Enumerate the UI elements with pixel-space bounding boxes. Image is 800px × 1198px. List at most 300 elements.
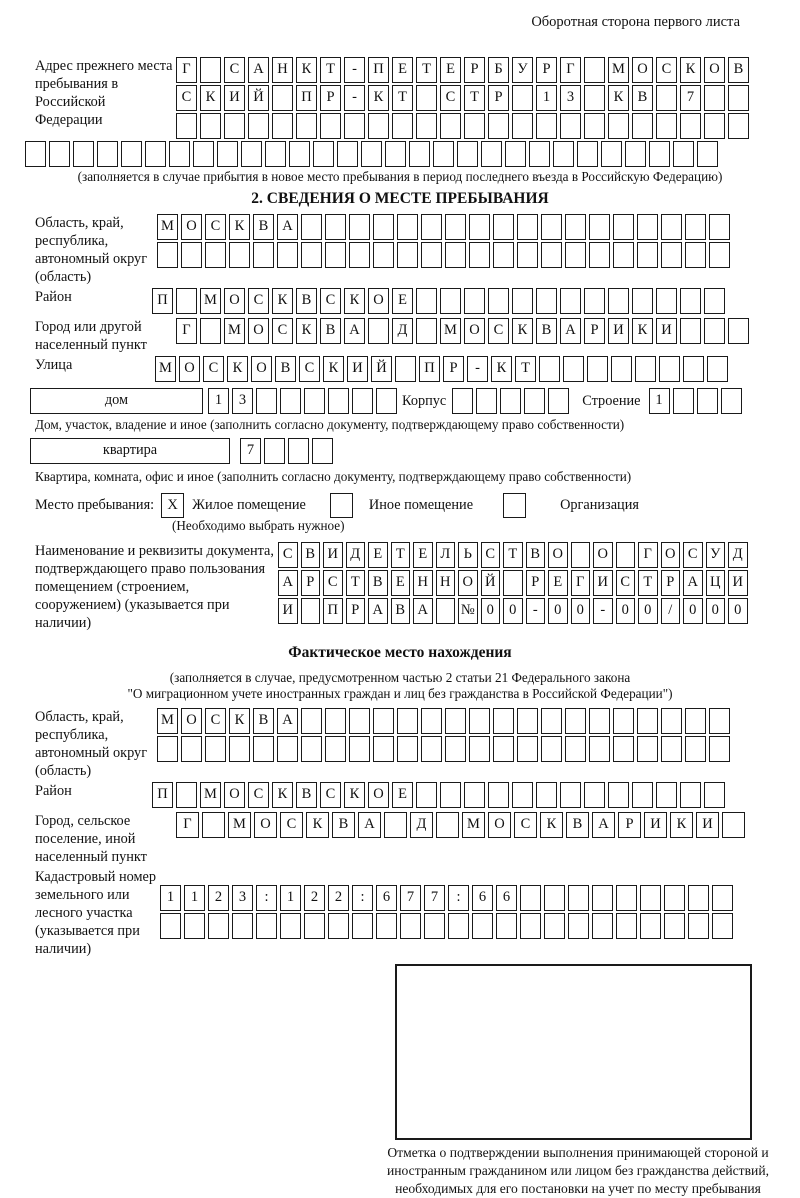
- char-cell: [248, 113, 269, 139]
- char-cell: [416, 288, 437, 314]
- char-cell: [517, 214, 538, 240]
- char-cell: К: [608, 85, 629, 111]
- char-cell: [325, 736, 346, 762]
- char-cell: О: [458, 570, 478, 596]
- char-cell: О: [224, 288, 245, 314]
- char-cell: [392, 113, 413, 139]
- char-cell: К: [272, 782, 293, 808]
- char-cell: К: [344, 288, 365, 314]
- char-cell: [496, 913, 517, 939]
- cadastral-row-1: [160, 885, 736, 911]
- char-cell: -: [344, 85, 365, 111]
- char-cell: 1: [649, 388, 670, 414]
- char-cell: [440, 288, 461, 314]
- char-cell: [548, 388, 569, 414]
- char-cell: Е: [391, 570, 411, 596]
- char-cell: [637, 736, 658, 762]
- actual-district-block: [35, 782, 800, 810]
- char-cell: Е: [413, 542, 433, 568]
- char-cell: 0: [548, 598, 568, 624]
- char-cell: С: [248, 782, 269, 808]
- char-cell: [301, 214, 322, 240]
- char-cell: [344, 113, 365, 139]
- char-cell: [440, 113, 461, 139]
- char-cell: [400, 913, 421, 939]
- char-cell: О: [593, 542, 613, 568]
- char-cell: [520, 885, 541, 911]
- char-cell: [685, 214, 706, 240]
- char-cell: [296, 113, 317, 139]
- char-cell: 2: [328, 885, 349, 911]
- char-cell: С: [323, 570, 343, 596]
- char-cell: [637, 214, 658, 240]
- char-cell: [476, 388, 497, 414]
- char-cell: [280, 913, 301, 939]
- char-cell: И: [224, 85, 245, 111]
- prev-address-label: Адрес прежнего места пребывания в Российской Федерации: [35, 58, 173, 128]
- char-cell: Г: [176, 812, 199, 838]
- char-cell: [656, 113, 677, 139]
- char-cell: Р: [320, 85, 341, 111]
- char-cell: Н: [436, 570, 456, 596]
- char-cell: Т: [638, 570, 658, 596]
- char-cell: Т: [464, 85, 485, 111]
- char-cell: [565, 736, 586, 762]
- char-cell: Г: [638, 542, 658, 568]
- char-cell: М: [200, 288, 221, 314]
- char-cell: -: [344, 57, 365, 83]
- char-cell: [421, 214, 442, 240]
- char-cell: Р: [301, 570, 321, 596]
- char-cell: [565, 242, 586, 268]
- char-cell: 6: [376, 885, 397, 911]
- char-cell: 3: [560, 85, 581, 111]
- char-cell: [584, 782, 605, 808]
- char-cell: [664, 885, 685, 911]
- document-block: [35, 542, 800, 632]
- document-label: Наименование и реквизиты документа, подтверждающего право пользования помещением (строением, сооружением) (указывается при наличии): [35, 543, 274, 631]
- char-cell: А: [592, 812, 615, 838]
- char-cell: [625, 141, 646, 167]
- char-cell: М: [224, 318, 245, 344]
- city-label: Город или другой населенный пункт: [35, 319, 147, 353]
- char-cell: [416, 113, 437, 139]
- char-cell: 1: [536, 85, 557, 111]
- char-cell: К: [296, 318, 317, 344]
- char-cell: [680, 288, 701, 314]
- form-back-page: [0, 14, 800, 1194]
- stamp-note: Отметка о подтверждении выполнения принимающей стороной и иностранным гражданином или лицом без гражданства действий, необходимых для его постановки на учет по месту пребывания: [387, 1145, 769, 1196]
- char-cell: [553, 141, 574, 167]
- char-cell: [469, 242, 490, 268]
- char-cell: [433, 141, 454, 167]
- char-cell: В: [275, 356, 296, 382]
- char-cell: [160, 913, 181, 939]
- char-cell: [709, 736, 730, 762]
- prev-address-row-3: [176, 113, 752, 139]
- char-cell: И: [656, 318, 677, 344]
- char-cell: [328, 913, 349, 939]
- stroenie-label: Строение: [582, 393, 641, 409]
- cadastral-label: Кадастровый номер земельного или лесного участка (указывается при наличии): [35, 869, 157, 957]
- char-cell: /: [661, 598, 681, 624]
- char-cell: Г: [176, 318, 197, 344]
- actual-district-label: Район: [35, 783, 72, 799]
- korpus-label: Корпус: [402, 393, 447, 409]
- char-cell: Е: [392, 57, 413, 83]
- char-cell: 1: [160, 885, 181, 911]
- char-cell: [688, 885, 709, 911]
- prev-address-row-2: [176, 85, 752, 111]
- char-cell: Д: [346, 542, 366, 568]
- char-cell: [181, 242, 202, 268]
- char-cell: Т: [503, 542, 523, 568]
- char-cell: 1: [208, 388, 229, 414]
- char-cell: [349, 708, 370, 734]
- char-cell: С: [320, 782, 341, 808]
- char-cell: [640, 913, 661, 939]
- char-cell: [395, 356, 416, 382]
- actual-city-block: [35, 812, 800, 866]
- char-cell: [301, 708, 322, 734]
- char-cell: [697, 388, 718, 414]
- char-cell: [688, 913, 709, 939]
- char-cell: [368, 113, 389, 139]
- char-cell: [704, 782, 725, 808]
- char-cell: [493, 708, 514, 734]
- char-cell: [680, 318, 701, 344]
- char-cell: В: [368, 570, 388, 596]
- char-cell: №: [458, 598, 478, 624]
- char-cell: Т: [416, 57, 437, 83]
- char-cell: [704, 85, 725, 111]
- char-cell: [503, 570, 523, 596]
- char-cell: [264, 438, 285, 464]
- char-cell: А: [413, 598, 433, 624]
- char-cell: [488, 782, 509, 808]
- char-cell: О: [248, 318, 269, 344]
- char-cell: С: [224, 57, 245, 83]
- district-block: [35, 288, 800, 316]
- district-row: [152, 288, 728, 314]
- char-cell: [217, 141, 238, 167]
- char-cell: Н: [413, 570, 433, 596]
- char-cell: [635, 356, 656, 382]
- char-cell: [232, 913, 253, 939]
- char-cell: [565, 708, 586, 734]
- char-cell: [289, 141, 310, 167]
- char-cell: [181, 736, 202, 762]
- char-cell: [229, 736, 250, 762]
- char-cell: [512, 782, 533, 808]
- actual-region-row-1: [157, 708, 733, 734]
- char-cell: [325, 708, 346, 734]
- char-cell: [592, 913, 613, 939]
- char-cell: К: [227, 356, 248, 382]
- actual-region-label: Область, край, республика, автономный округ (область): [35, 709, 148, 779]
- char-cell: Й: [371, 356, 392, 382]
- char-cell: [320, 113, 341, 139]
- char-cell: [560, 288, 581, 314]
- char-cell: [385, 141, 406, 167]
- char-cell: [728, 318, 749, 344]
- char-cell: [373, 736, 394, 762]
- char-cell: [253, 242, 274, 268]
- stay-type-checkbox-other-premises: [330, 493, 353, 518]
- char-cell: М: [462, 812, 485, 838]
- char-cell: [536, 113, 557, 139]
- char-cell: [512, 113, 533, 139]
- char-cell: В: [566, 812, 589, 838]
- char-cell: К: [540, 812, 563, 838]
- char-cell: С: [248, 288, 269, 314]
- apartment-block: [30, 438, 800, 466]
- char-cell: [328, 388, 349, 414]
- char-cell: М: [157, 214, 178, 240]
- char-cell: О: [179, 356, 200, 382]
- char-cell: Е: [368, 542, 388, 568]
- char-cell: И: [278, 598, 298, 624]
- prev-address-block: [35, 57, 800, 141]
- char-cell: К: [491, 356, 512, 382]
- char-cell: [589, 736, 610, 762]
- char-cell: К: [200, 85, 221, 111]
- char-cell: [661, 708, 682, 734]
- char-cell: С: [481, 542, 501, 568]
- house-note: Дом, участок, владение и иное (заполнить согласно документу, подтверждающему право собственности): [35, 417, 625, 432]
- char-cell: [445, 214, 466, 240]
- char-cell: [469, 708, 490, 734]
- char-cell: О: [181, 214, 202, 240]
- char-cell: Т: [320, 57, 341, 83]
- char-cell: [722, 812, 745, 838]
- street-block: [35, 356, 800, 384]
- char-cell: О: [224, 782, 245, 808]
- char-cell: [229, 242, 250, 268]
- char-cell: [464, 288, 485, 314]
- stay-type-option-other-premises-label: Иное помещение: [368, 497, 474, 513]
- region-row-1: [157, 214, 733, 240]
- region-label: Область, край, республика, автономный округ (область): [35, 215, 148, 285]
- char-cell: -: [526, 598, 546, 624]
- char-cell: В: [320, 318, 341, 344]
- char-cell: [349, 242, 370, 268]
- stay-type-option-organization-label: Организация: [560, 497, 639, 513]
- char-cell: К: [632, 318, 653, 344]
- char-cell: 0: [728, 598, 748, 624]
- char-cell: Н: [272, 57, 293, 83]
- char-cell: [584, 57, 605, 83]
- char-cell: [208, 913, 229, 939]
- char-cell: [397, 708, 418, 734]
- document-row-3: [278, 598, 751, 624]
- char-cell: [445, 708, 466, 734]
- region-row-2: [157, 242, 733, 268]
- house-block: [30, 388, 800, 416]
- city-block: [35, 318, 800, 354]
- char-cell: Ь: [458, 542, 478, 568]
- char-cell: П: [152, 782, 173, 808]
- char-cell: С: [299, 356, 320, 382]
- char-cell: [673, 141, 694, 167]
- char-cell: [704, 288, 725, 314]
- char-cell: [536, 782, 557, 808]
- char-cell: [529, 141, 550, 167]
- char-cell: [709, 214, 730, 240]
- char-cell: [288, 438, 309, 464]
- char-cell: П: [368, 57, 389, 83]
- char-cell: Г: [571, 570, 591, 596]
- char-cell: [272, 85, 293, 111]
- char-cell: [707, 356, 728, 382]
- prev-address-row-1: [176, 57, 752, 83]
- char-cell: [200, 318, 221, 344]
- char-cell: [589, 708, 610, 734]
- char-cell: Л: [436, 542, 456, 568]
- district-label: Район: [35, 289, 72, 305]
- document-row-1: [278, 542, 751, 568]
- stroenie-cells: [649, 388, 745, 414]
- char-cell: У: [512, 57, 533, 83]
- prev-address-note: (заполняется в случае прибытия в новое место пребывания в период последнего въезда в Российскую Федерацию): [77, 169, 723, 184]
- char-cell: [712, 913, 733, 939]
- char-cell: 0: [683, 598, 703, 624]
- char-cell: [361, 141, 382, 167]
- char-cell: [565, 214, 586, 240]
- char-cell: [563, 356, 584, 382]
- char-cell: [541, 242, 562, 268]
- char-cell: А: [368, 598, 388, 624]
- char-cell: [436, 598, 456, 624]
- char-cell: С: [205, 708, 226, 734]
- char-cell: А: [344, 318, 365, 344]
- char-cell: [145, 141, 166, 167]
- char-cell: С: [176, 85, 197, 111]
- char-cell: [384, 812, 407, 838]
- char-cell: [352, 388, 373, 414]
- char-cell: У: [706, 542, 726, 568]
- actual-location-note-1: (заполняется в случае, предусмотренном частью 2 статьи 21 Федерального закона: [169, 670, 631, 685]
- char-cell: [176, 288, 197, 314]
- char-cell: Д: [410, 812, 433, 838]
- char-cell: [416, 782, 437, 808]
- char-cell: [421, 736, 442, 762]
- char-cell: [709, 242, 730, 268]
- char-cell: [616, 913, 637, 939]
- char-cell: Й: [481, 570, 501, 596]
- char-cell: А: [278, 570, 298, 596]
- char-cell: [464, 113, 485, 139]
- char-cell: [661, 242, 682, 268]
- char-cell: [376, 913, 397, 939]
- char-cell: [584, 288, 605, 314]
- char-cell: [325, 214, 346, 240]
- char-cell: [488, 288, 509, 314]
- cadastral-row-2: [160, 913, 736, 939]
- char-cell: И: [644, 812, 667, 838]
- char-cell: [632, 113, 653, 139]
- street-row: [155, 356, 731, 382]
- char-cell: [539, 356, 560, 382]
- char-cell: [592, 885, 613, 911]
- char-cell: О: [661, 542, 681, 568]
- char-cell: Ц: [706, 570, 726, 596]
- char-cell: К: [229, 708, 250, 734]
- actual-location-note-2: "О миграционном учете иностранных граждан и лиц без гражданства в Российской Федерации"): [127, 686, 673, 701]
- char-cell: В: [296, 288, 317, 314]
- house-label-box: дом: [30, 388, 203, 414]
- char-cell: [373, 242, 394, 268]
- char-cell: [608, 113, 629, 139]
- char-cell: [424, 913, 445, 939]
- stay-type-label: Место пребывания:: [35, 497, 155, 513]
- char-cell: 0: [616, 598, 636, 624]
- char-cell: [312, 438, 333, 464]
- char-cell: [611, 356, 632, 382]
- char-cell: :: [256, 885, 277, 911]
- char-cell: [608, 782, 629, 808]
- char-cell: [568, 885, 589, 911]
- char-cell: Р: [584, 318, 605, 344]
- char-cell: [613, 736, 634, 762]
- char-cell: [680, 113, 701, 139]
- char-cell: К: [344, 782, 365, 808]
- char-cell: [488, 113, 509, 139]
- char-cell: С: [320, 288, 341, 314]
- char-cell: :: [352, 885, 373, 911]
- char-cell: [202, 812, 225, 838]
- char-cell: М: [200, 782, 221, 808]
- char-cell: [301, 242, 322, 268]
- char-cell: [397, 736, 418, 762]
- char-cell: С: [488, 318, 509, 344]
- char-cell: [697, 141, 718, 167]
- char-cell: Д: [392, 318, 413, 344]
- char-cell: -: [467, 356, 488, 382]
- char-cell: И: [347, 356, 368, 382]
- char-cell: [373, 708, 394, 734]
- apartment-label-box: квартира: [30, 438, 230, 464]
- char-cell: -: [593, 598, 613, 624]
- char-cell: Е: [392, 782, 413, 808]
- page-side-note: Оборотная сторона первого листа: [531, 14, 740, 30]
- char-cell: [469, 214, 490, 240]
- char-cell: [685, 242, 706, 268]
- char-cell: [587, 356, 608, 382]
- char-cell: К: [272, 288, 293, 314]
- char-cell: [728, 113, 749, 139]
- char-cell: С: [514, 812, 537, 838]
- char-cell: А: [277, 214, 298, 240]
- char-cell: [337, 141, 358, 167]
- char-cell: [73, 141, 94, 167]
- char-cell: :: [448, 885, 469, 911]
- char-cell: [500, 388, 521, 414]
- char-cell: Р: [488, 85, 509, 111]
- char-cell: [560, 782, 581, 808]
- char-cell: А: [277, 708, 298, 734]
- char-cell: [493, 242, 514, 268]
- char-cell: 6: [472, 885, 493, 911]
- char-cell: 2: [208, 885, 229, 911]
- char-cell: М: [608, 57, 629, 83]
- char-cell: Й: [248, 85, 269, 111]
- char-cell: [520, 913, 541, 939]
- char-cell: Д: [728, 542, 748, 568]
- char-cell: [157, 736, 178, 762]
- char-cell: Р: [536, 57, 557, 83]
- char-cell: [683, 356, 704, 382]
